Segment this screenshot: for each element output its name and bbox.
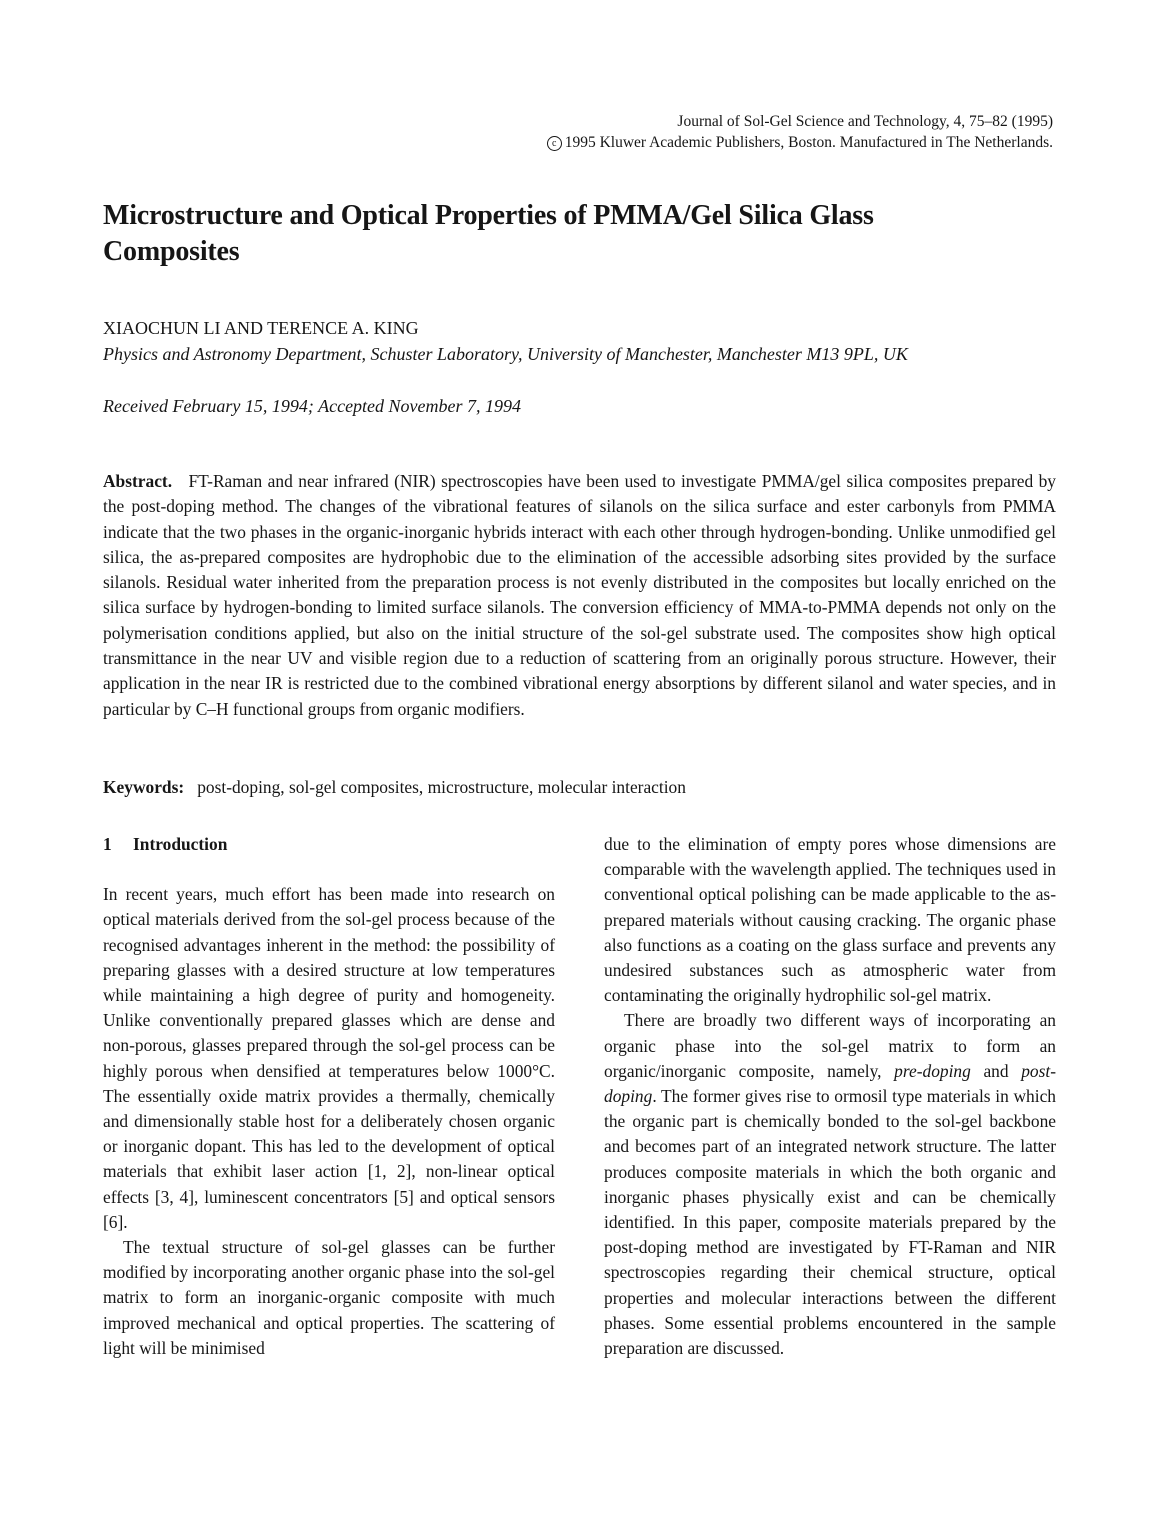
received-dates: Received February 15, 1994; Accepted November 7, 1994 [103, 396, 522, 416]
copyright-icon: c [547, 136, 562, 151]
abstract-text: FT-Raman and near infrared (NIR) spectroscopies have been used to investigate PMMA/gel silica composites prepared by the post-doping method. The changes of the vibrational features of silanols on the silica surface and ester carbonyls from PMMA indicate that the two phases in the organic-inorganic hybrids interact with each other through hydrogen-bonding. Unlike unmodified gel silica, the as-prepared composites are hydrophobic due to the elimination of the accessible adsorbing sites provided by the surface silanols. Residual water inherited from the preparation process is not evenly distributed in the composites but locally enriched on the silica surface by hydrogen-bonding to limited surface silanols. The conversion efficiency of MMA-to-PMMA depends not only on the polymerisation conditions applied, but also on the initial structure of the sol-gel substrate used. The composites show high optical transmittance in the near UV and visible region due to a reduction of scattering from an originally porous structure. However, their application in the near IR is restricted due to the combined vibrational energy absorptions by different silanol and water species, and in particular by C–H functional groups from organic modifiers. [103, 471, 1056, 719]
keywords [103, 775, 1056, 800]
abstract [103, 469, 1056, 722]
para3-text-a: There are broadly two different ways of incorporating an organic phase into the sol-gel matrix to form an organic/inorganic composite, namely, [604, 1010, 1056, 1081]
para3-em-postdoping: post-doping [604, 1060, 1056, 1107]
authors: XIAOCHUN LI AND TERENCE A. KING [103, 318, 419, 338]
copyright-text: 1995 Kluwer Academic Publishers, Boston. Manufactured in The Netherlands. [564, 134, 1053, 151]
intro-paragraph-1: In recent years, much effort has been made into research on optical materials derived from the sol-gel process because of the recognised advantages inherent in the method: the possibility of preparing glasses with a desired structure at low temperatures while maintaining a high degree of purity and homogeneity. Unlike conventionally prepared glasses which are dense and non-porous, glasses prepared through the sol-gel process can be highly porous when densified at temperatures below 1000°C. The essentially oxide matrix provides a thermally, chemically and dimensionally stable host for a deliberately chosen organic or inorganic dopant. This has led to the development of optical materials that exhibit laser action [1, 2], non-linear optical effects [3, 4], luminescent concentrators [5] and optical sensors [6]. [103, 884, 555, 1232]
para3-em-predoping: pre-doping [894, 1060, 971, 1081]
section-title: Introduction [133, 834, 228, 854]
journal-citation: Journal of Sol-Gel Science and Technology, 4, 75–82 (1995) [677, 113, 1053, 130]
abstract-label: Abstract. [103, 471, 173, 491]
journal-header [547, 111, 1053, 153]
intro-paragraph-2: The textual structure of sol-gel glasses can be further modified by incorporating another organic phase into the sol-gel matrix to form an inorganic-organic composite with much improved mechanical and optical properties. The scattering of light will be minimised [103, 1237, 555, 1358]
intro-paragraph-2-continued: due to the elimination of empty pores whose dimensions are comparable with the wavelength applied. The techniques used in conventional optical polishing can be made applicable to the as-prepared materials without causing cracking. The organic phase also functions as a coating on the glass surface and prevents any undesired substances such as atmospheric water from contaminating the originally hydrophilic sol-gel matrix. [604, 834, 1056, 1006]
para3-text-b: and [970, 1060, 1022, 1081]
section-heading [103, 832, 555, 857]
keywords-text: post-doping, sol-gel composites, microstructure, molecular interaction [197, 777, 686, 797]
affiliation: Physics and Astronomy Department, Schuster Laboratory, University of Manchester, Manchester M13 9PL, UK [103, 344, 908, 364]
para3-text-c: . The former gives rise to ormosil type materials in which the organic part is chemically bonded to the sol-gel backbone and becomes part of an integrated network structure. The latter produces composite materials in which the both organic and inorganic phases physically exist and can be chemically identified. In this paper, composite materials prepared by the post-doping method are investigated by FT-Raman and NIR spectroscopies regarding their chemical structure, optical properties and molecular interactions between the different phases. Some essential problems encountered in the sample preparation are discussed. [604, 1086, 1056, 1359]
paper-title: Microstructure and Optical Properties of PMMA/Gel Silica Glass Composites [103, 200, 874, 267]
intro-paragraph-3 [604, 1008, 1056, 1361]
left-column [103, 832, 555, 1361]
section-number: 1 [103, 834, 112, 854]
right-column [604, 832, 1056, 1361]
copyright-line [547, 132, 1053, 153]
keywords-label: Keywords: [103, 777, 185, 797]
